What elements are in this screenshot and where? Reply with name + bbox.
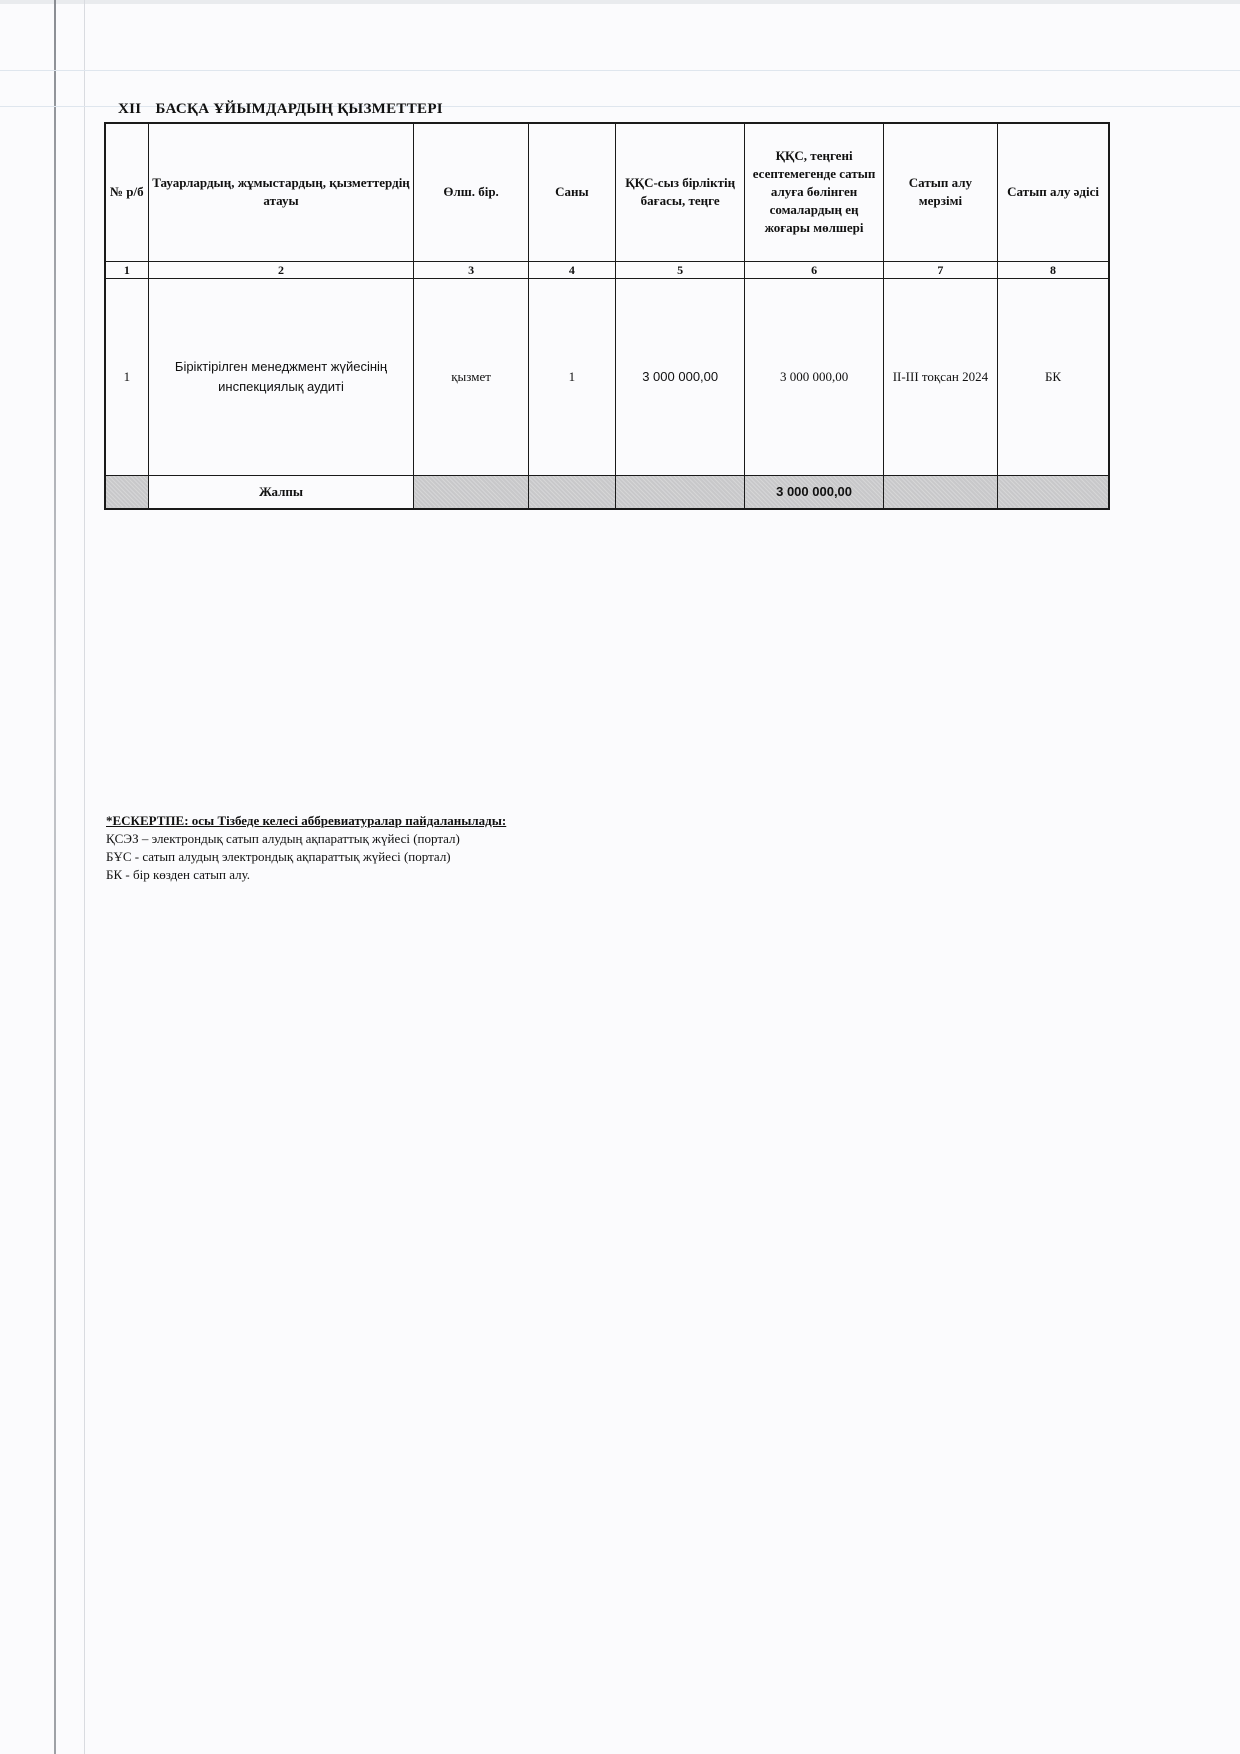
note-line: ҚСЭЗ – электрондық сатып алудың ақпараттық жүйесі (портал)	[106, 831, 460, 846]
column-number: 4	[528, 261, 615, 278]
shaded-cell	[528, 475, 615, 509]
scan-shadow-line	[84, 0, 85, 1754]
scan-top-edge	[0, 0, 1240, 4]
header-cell-period: Сатып алу мерзімі	[883, 123, 997, 261]
note-line: БҰС - сатып алудың электрондық ақпараттық жүйесі (портал)	[106, 849, 451, 864]
item-period: II-III тоқсан 2024	[883, 278, 997, 475]
table-row	[105, 278, 1109, 475]
shaded-cell	[105, 475, 148, 509]
column-number: 7	[883, 261, 997, 278]
column-number: 5	[615, 261, 744, 278]
column-number: 2	[148, 261, 414, 278]
total-amount: 3 000 000,00	[745, 475, 883, 509]
column-number: 1	[105, 261, 148, 278]
abbreviation-note	[106, 812, 506, 884]
column-number: 3	[414, 261, 528, 278]
total-row	[105, 475, 1109, 509]
column-number: 6	[745, 261, 883, 278]
column-number: 8	[998, 261, 1109, 278]
note-line: БК - бір көзден сатып алу.	[106, 867, 251, 882]
row-number: 1	[105, 278, 148, 475]
section-title: БАСҚА ҰЙЫМДАРДЫҢ ҚЫЗМЕТТЕРІ	[155, 101, 443, 117]
table-header-row	[105, 123, 1109, 261]
header-cell-number: № р/б	[105, 123, 148, 261]
item-unit-price: 3 000 000,00	[615, 278, 744, 475]
header-cell-quantity: Саны	[528, 123, 615, 261]
header-cell-method: Сатып алу әдісі	[998, 123, 1109, 261]
item-name: Біріктірілген менеджмент жүйесінің инспекциялық аудиті	[148, 278, 414, 475]
shaded-cell	[615, 475, 744, 509]
header-cell-max-amount: ҚҚС, теңгені есептемегенде сатып алуға бөлінген сомалардың ең жоғары мөлшері	[745, 123, 883, 261]
section-number: XII	[118, 101, 142, 117]
total-label: Жалпы	[148, 475, 414, 509]
header-cell-unit-price: ҚҚС-сыз бірліктің бағасы, теңге	[615, 123, 744, 261]
item-unit: қызмет	[414, 278, 528, 475]
section-heading	[118, 101, 443, 118]
item-quantity: 1	[528, 278, 615, 475]
item-max-amount: 3 000 000,00	[745, 278, 883, 475]
note-title: *ЕСКЕРТПЕ: осы Тізбеде келесі аббревиатуралар пайдаланылады:	[106, 813, 507, 828]
shaded-cell	[998, 475, 1109, 509]
procurement-table	[104, 122, 1110, 510]
shaded-cell	[414, 475, 528, 509]
header-cell-name: Тауарлардың, жұмыстардың, қызметтердің атауы	[148, 123, 414, 261]
scan-artifact-line	[0, 70, 1240, 71]
header-cell-unit: Өлш. бір.	[414, 123, 528, 261]
scan-binding-edge	[54, 0, 56, 1754]
shaded-cell	[883, 475, 997, 509]
column-number-row	[105, 261, 1109, 278]
item-method: БК	[998, 278, 1109, 475]
